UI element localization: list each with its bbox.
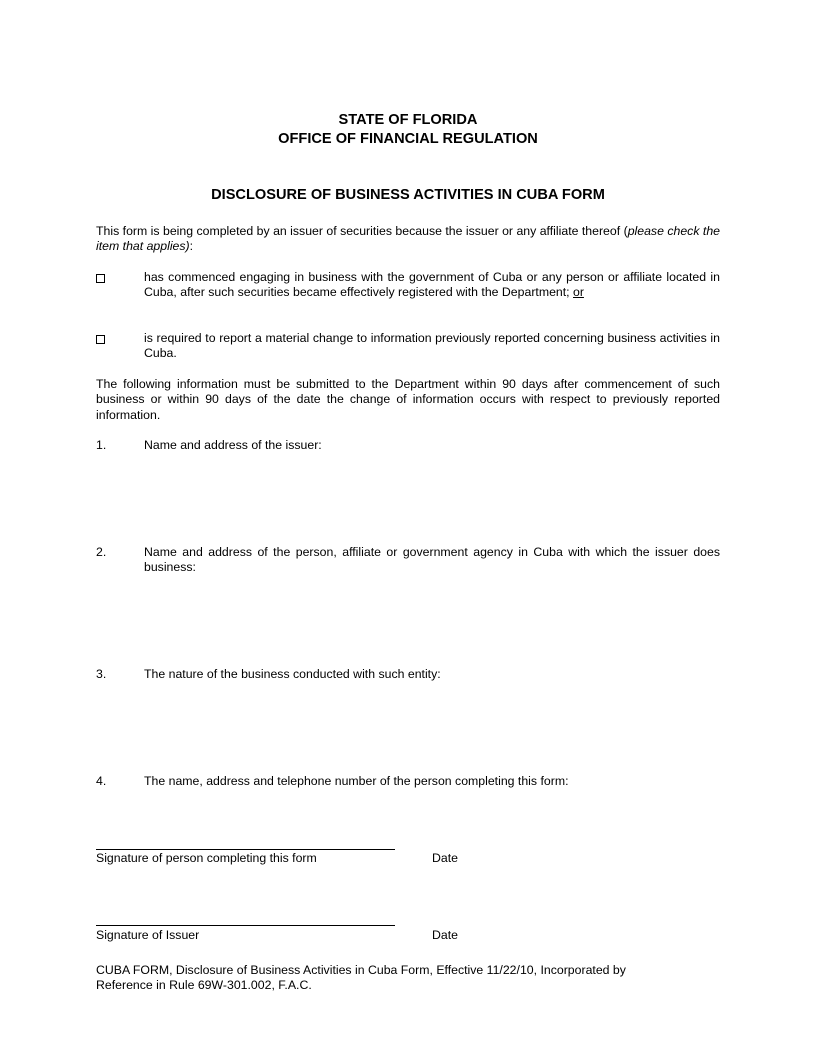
date-label-person: Date	[432, 851, 458, 865]
intro-instruction: please check the item that applies)	[96, 224, 720, 254]
item-3-number: 3.	[96, 667, 107, 681]
notice-paragraph: The following information must be submitted to the Department within 90 days after commencement of such business or within 90 days of the date the change of information occurs with respect to previously reported information.	[96, 377, 720, 422]
header-state: STATE OF FLORIDA	[338, 112, 478, 128]
item-4-number: 4.	[96, 774, 107, 788]
footer-line-1: CUBA FORM, Disclosure of Business Activities in Cuba Form, Effective 11/22/10, Incorporated by	[96, 963, 626, 977]
item-2-number: 2.	[96, 545, 107, 559]
item-4-label: The name, address and telephone number of the person completing this form:	[144, 774, 569, 788]
intro-tail: :	[189, 239, 194, 254]
signature-line-issuer[interactable]	[96, 925, 395, 926]
option-1-label: has commenced engaging in business with the government of Cuba or any person or affiliate located in Cuba, after such securities became effectively registered with the Department;	[144, 270, 720, 300]
signature-label-person: Signature of person completing this form	[96, 851, 317, 865]
date-label-issuer: Date	[432, 928, 458, 942]
item-1-label: Name and address of the issuer:	[144, 438, 322, 452]
option-2-text: is required to report a material change to information previously reported concerning business activities in Cuba.	[144, 331, 720, 361]
option-1-text	[144, 270, 720, 301]
item-2-label: Name and address of the person, affiliate or government agency in Cuba with which the issuer does business:	[144, 545, 720, 575]
signature-label-issuer: Signature of Issuer	[96, 928, 200, 942]
item-1-number: 1.	[96, 438, 107, 452]
intro-text: This form is being completed by an issuer of securities because the issuer or any affiliate thereof (	[96, 224, 628, 238]
signature-line-person[interactable]	[96, 849, 395, 850]
item-3-label: The nature of the business conducted with such entity:	[144, 667, 441, 681]
footer-line-2: Reference in Rule 69W-301.002, F.A.C.	[96, 978, 312, 992]
header-office: OFFICE OF FINANCIAL REGULATION	[278, 131, 538, 147]
option-1-or: or	[573, 285, 584, 300]
option-1-checkbox[interactable]	[96, 274, 105, 283]
form-title: DISCLOSURE OF BUSINESS ACTIVITIES IN CUBA FORM	[211, 187, 605, 203]
intro-paragraph	[96, 224, 720, 255]
option-2-checkbox[interactable]	[96, 335, 105, 344]
